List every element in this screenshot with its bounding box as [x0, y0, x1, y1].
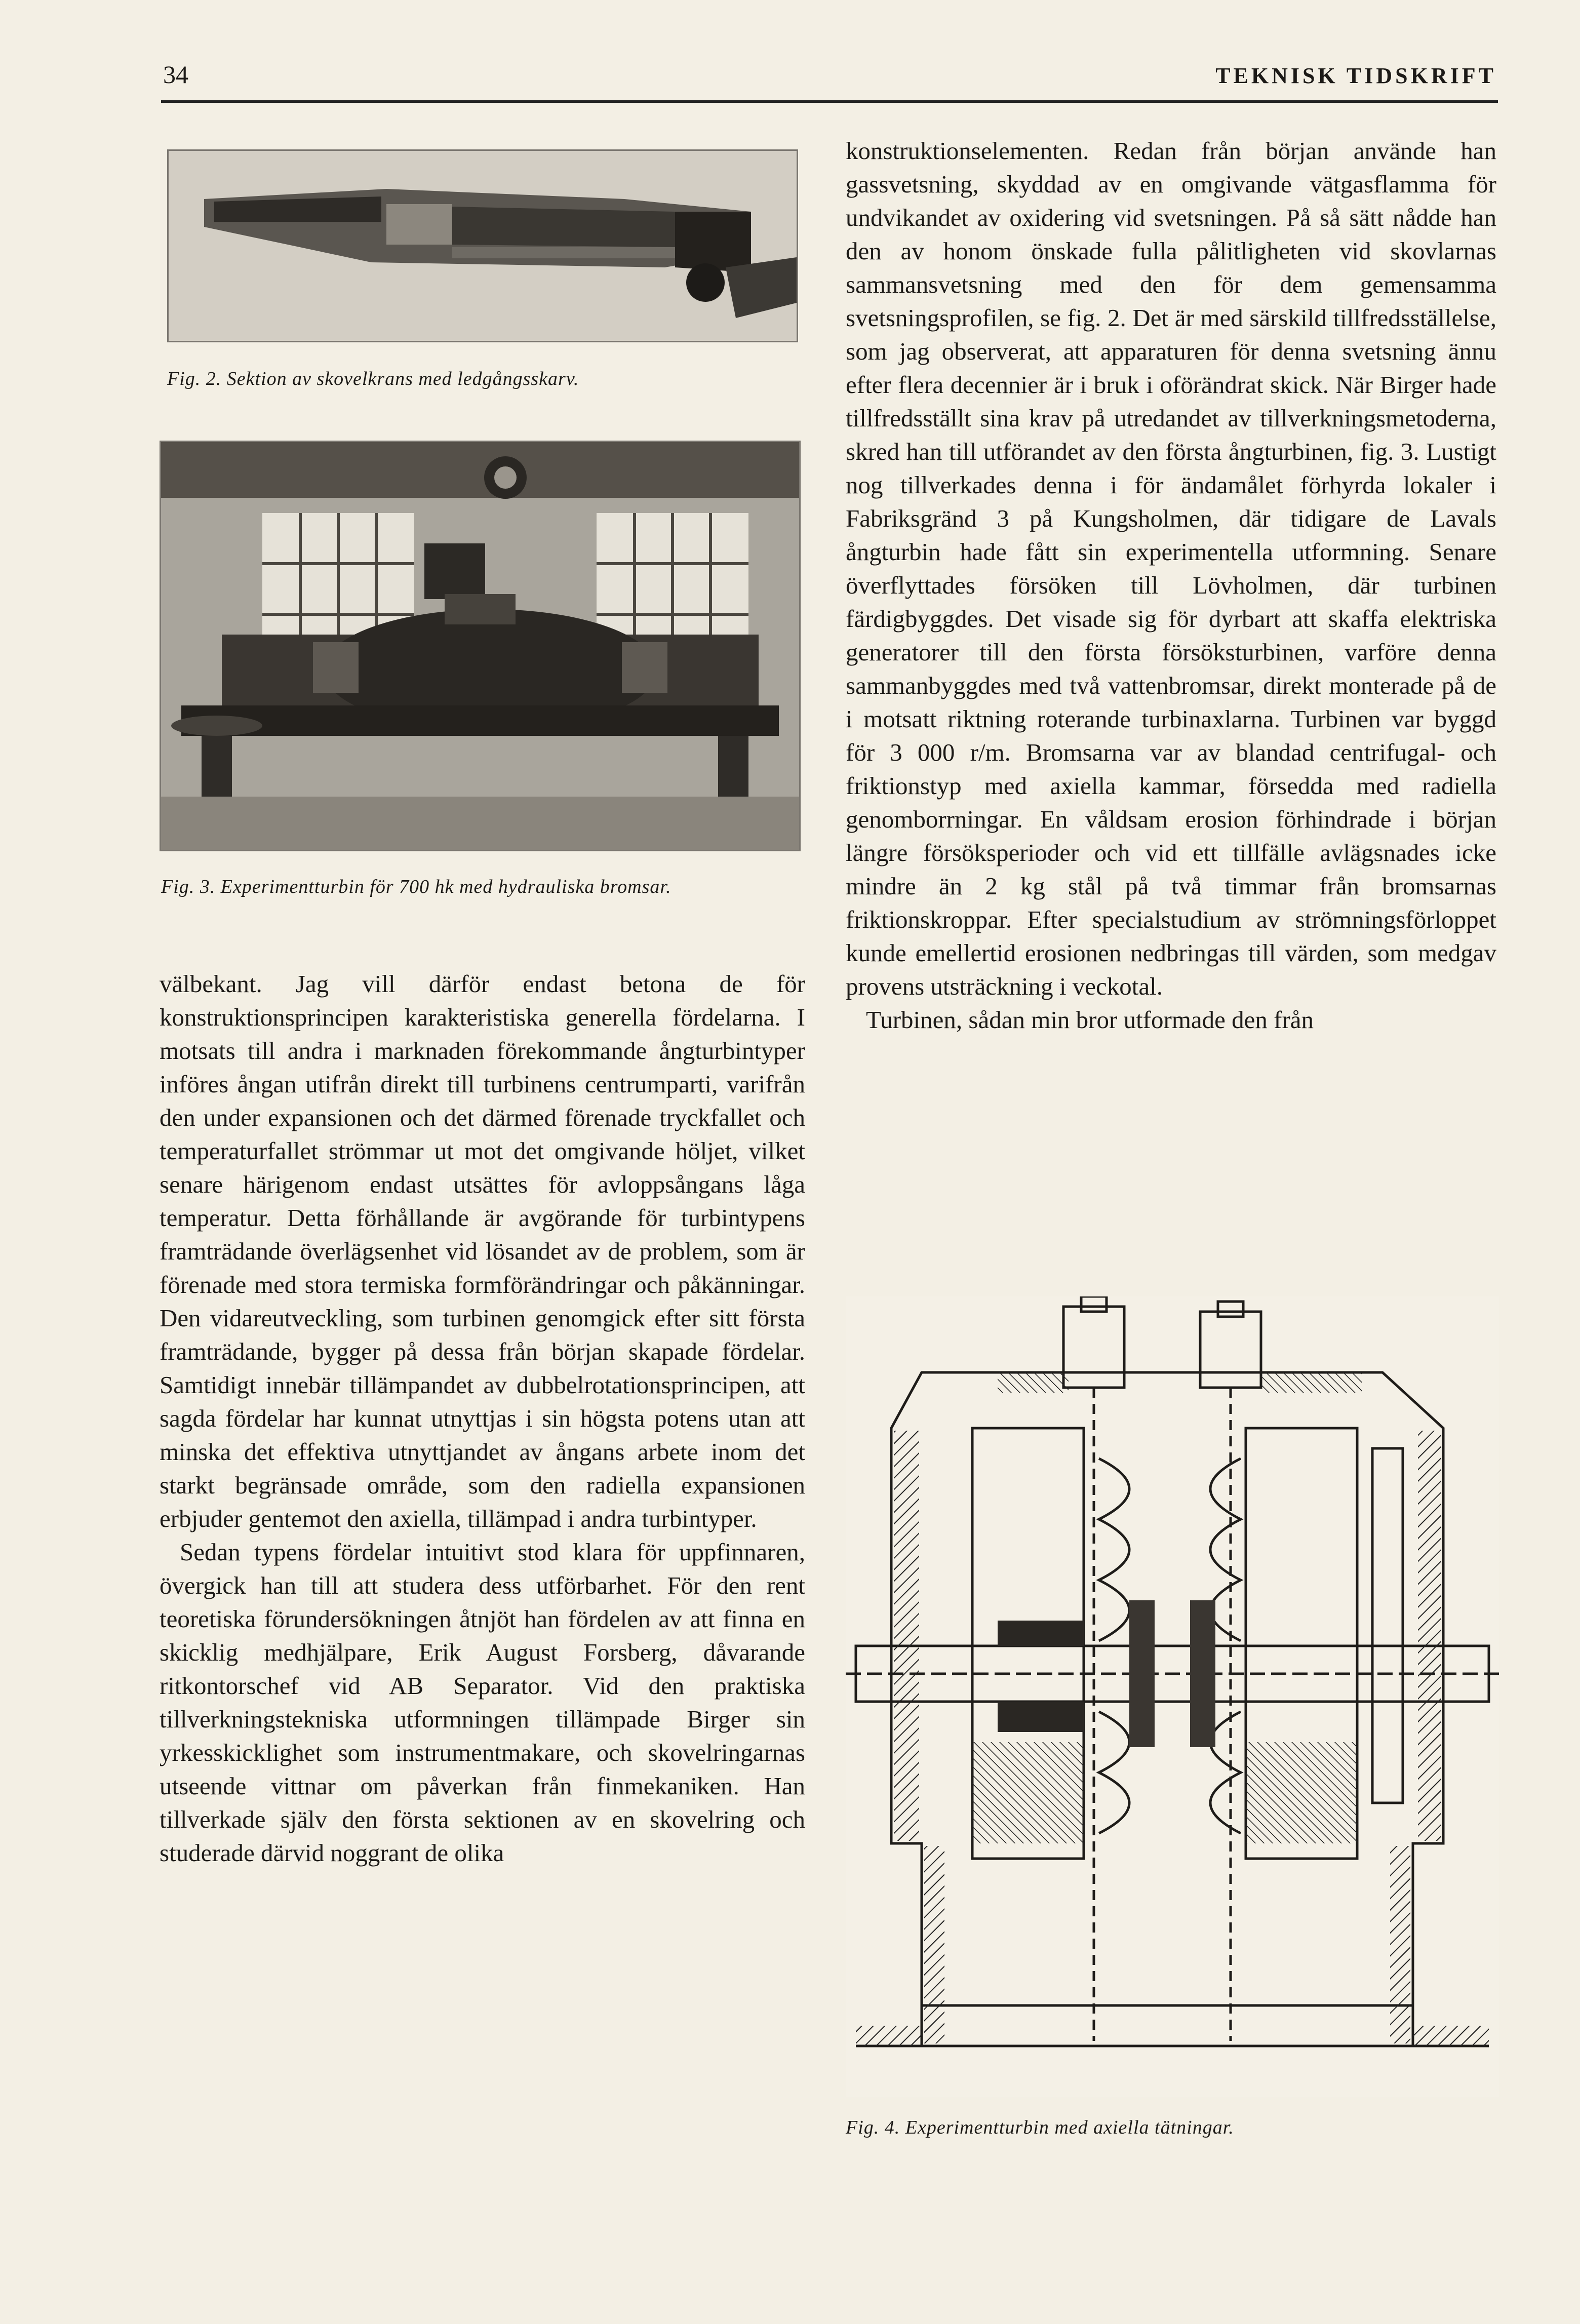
fig2-photo [167, 149, 798, 342]
fig3-photo [160, 441, 801, 851]
right-paragraph-2: Turbinen, sådan min bror utformade den från [866, 1006, 1314, 1034]
fig3-caption: Fig. 3. Experimentturbin för 700 hk med hydrauliska bromsar. [161, 876, 672, 897]
header-rule [161, 100, 1498, 103]
journal-title: TEKNISK TIDSKRIFT [1215, 63, 1496, 88]
fig4-drawing [846, 1296, 1499, 2097]
fig2-caption: Fig. 2. Sektion av skovelkrans med ledgångsskarv. [167, 368, 579, 389]
right-paragraph-1: konstruktionselementen. Redan från början använde han gassvetsning, skyddad av en omgivande vätgasflamma för undvikandet av oxidering vid svetsningen. På så sätt nådde han den av honom önskade fulla pålitligheten vid skovlarnas sammansvetsning med den för dem gemensamma svetsningsprofilen, se fig. 2. Det är med särskild tillfredsställelse, som jag observerat, att apparaturen för denna svetsning ännu efter flera decennier är i bruk i oförändrat skick. När Birger hade tillfredsställt sina krav på utredandet av tillverkningsmetoderna, skred han till utförandet av den första ångturbinen, fig. 3. Lustigt nog tillverkades denna i för ändamålet förhyrda lokaler i Fabriksgränd 3 på Kungsholmen, där tidigare de Lavals ångturbin hade fått sin experimentella utformning. Senare överflyttades försöken till Lövholmen, där turbinen färdigbyggdes. Det visade sig för dyrbart att skaffa elektriska generatorer till den första försöksturbinen, varföre denna sammanbyggdes med två vattenbromsar, direkt monterade på de i motsatt riktning roterande turbinaxlarna. Turbinen var byggd för 3 000 r/m. Bromsarna var av blandad centrifugal- och friktionstyp med axiella kammar, försedda med radiella genomborrningar. En våldsam erosion förhindrade i början längre försöksperioder och vid ett tillfälle avlägsnades icke mindre än 2 kg stål på två timmar från bromsarnas friktionskroppar. Efter specialstudium av strömningsförloppet kunde emellertid erosionen nedbringas till värden, som medgav provens utsträckning i veckotal. [846, 137, 1496, 1000]
left-paragraph-2: Sedan typens fördelar intuitivt stod klara för uppfinnaren, övergick han till att studera dess utförbarhet. För den rent teoretiska förundersökningen åtnjöt han fördelen av att finna en skicklig medhjälpare, Erik August Forsberg, dåvarande ritkontorschef vid AB Separator. Vid den praktiska tillverkningstekniska utformningen tillämpade Birger sin yrkesskicklighet som instrumentmakare, och skovelringarnas utseende vittnar om påverkan från finmekaniken. Han tillverkade själv den första sektionen av en skovelring och studerade därvid noggrant de olika [160, 1538, 805, 1867]
fig4-caption: Fig. 4. Experimentturbin med axiella tätningar. [846, 2117, 1234, 2138]
right-column [846, 134, 1496, 1037]
left-column [160, 967, 805, 1870]
page-number: 34 [163, 60, 188, 89]
left-paragraph-1: välbekant. Jag vill därför endast betona de för konstruktionsprincipen karakteristiska generella fördelarna. I motsats till andra i marknaden förekommande ångturbintyper införes ångan utifrån direkt till turbinens centrumparti, varifrån den under expansionen och det därmed förenade tryckfallet och temperaturfallet strömmar ut mot det omgivande höljet, vilket senare härigenom endast utsättes för avloppsångans låga temperatur. Detta förhållande är avgörande för turbintypens framträdande överlägsenhet vid lösandet av de problem, som är förenade med stora termiska formförändringar och påkänningar. Den vidareutveckling, som turbinen genomgick efter sitt första framträdande, bygger på dessa från början skapade fördelar. Samtidigt innebär tillämpandet av dubbelrotationsprincipen, att sagda fördelar har kunnat utnyttjas i sin högsta potens utan att minska det effektiva utnyttjandet av ångans arbete inom det starkt begränsade område, som den radiella expansionen erbjuder gentemot den axiella, tillämpad i andra turbintyper. [160, 970, 805, 1532]
